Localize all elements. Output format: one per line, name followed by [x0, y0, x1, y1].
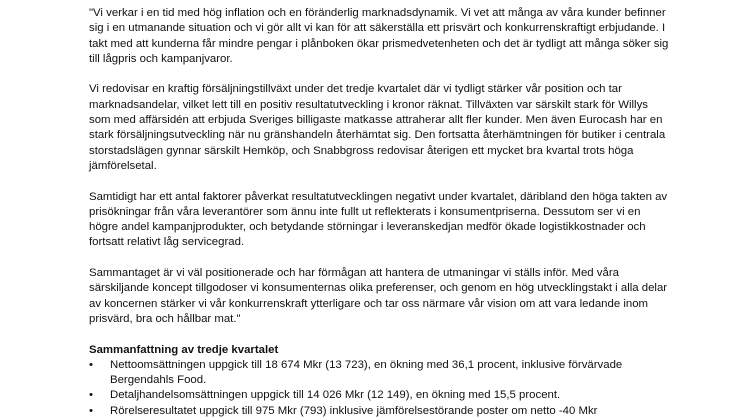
summary-item-text: Rörelseresultatet uppgick till 975 Mkr (793) inklusive jämförelsestörande poster om netto -40 Mkr [110, 404, 598, 417]
summary-item-text: Nettoomsättningen uppgick till 18 674 Mkr (13 723), en ökning med 36,1 procent, inklusive förvärvade Bergendahls Food. [110, 358, 623, 387]
quote-paragraph-3: Samtidigt har ett antal faktorer påverkat resultatutvecklingen negativt under kvartalet, däribland den höga takten av prisökningar från våra leverantörer som ännu inte fullt ut reflekterats i konsumentpriserna. Dessutom ser vi en högre andel kampanjprodukter, och betydande störningar i leveranskedjan medför ökade logistikkostnader och fortsatt relativt låg servicegrad. [89, 190, 668, 249]
press-release-body [89, 6, 669, 419]
bullet-icon: • [89, 404, 93, 417]
summary-heading: Sammanfattning av tredje kvartalet [89, 343, 279, 356]
bullet-icon: • [89, 358, 93, 371]
bullet-icon: • [89, 389, 93, 402]
summary-list [89, 358, 669, 419]
summary-item-text: Detaljhandelsomsättningen uppgick till 14 026 Mkr (12 149), en ökning med 15,5 procent. [110, 389, 561, 402]
summary-item [89, 388, 669, 403]
quote-paragraph-1: "Vi verkar i en tid med hög inflation och en föränderlig marknadsdynamik. Vi vet att många av våra kunder befinner sig i en utmanande situation och vi gör allt vi kan för att säkerställa ett prisvärt och konkurrenskraftigt erbjudande. I takt med att kunderna får mindre pengar i plånboken ökar prismedvetenheten och det är tydligt att många söker sig till lågpris och kampanjvaror. [89, 7, 669, 65]
quote-paragraph-2: Vi redovisar en kraftig försäljningstillväxt under det tredje kvartalet där vi tydligt stärker vår position och tar marknadsandelar, vilket lett till en positiv resultatutveckling i kronor räknat. Tillväxten var särskilt stark för Willys som med affärsidén att erbjuda Sveriges billigaste matkasse attraherar allt fler kunder. Men även Eurocash har en stark försäljningsutveckling när nu gränshandeln återhämtat sig. Den fortsatta återhämtningen för butiker i centrala storstadslägen gynnar särskilt Hemköp, och Snabbgross redovisar återigen ett mycket bra kvartal trots höga jämförelsetal. [89, 83, 666, 172]
summary-item [89, 358, 669, 389]
quote-paragraph-4: Sammantaget är vi väl positionerade och har förmågan att hantera de utmaningar vi ställs inför. Med våra särskiljande koncept tillgodoser vi konsumenternas olika preferenser, och genom en hög utvecklingstakt i alla delar av koncernen stärker vi vår konkurrenskraft ytterligare och tar oss närmare vår vision om att vara ledande inom prisvärd, bra och hållbar mat." [89, 267, 668, 325]
summary-item [89, 404, 669, 419]
